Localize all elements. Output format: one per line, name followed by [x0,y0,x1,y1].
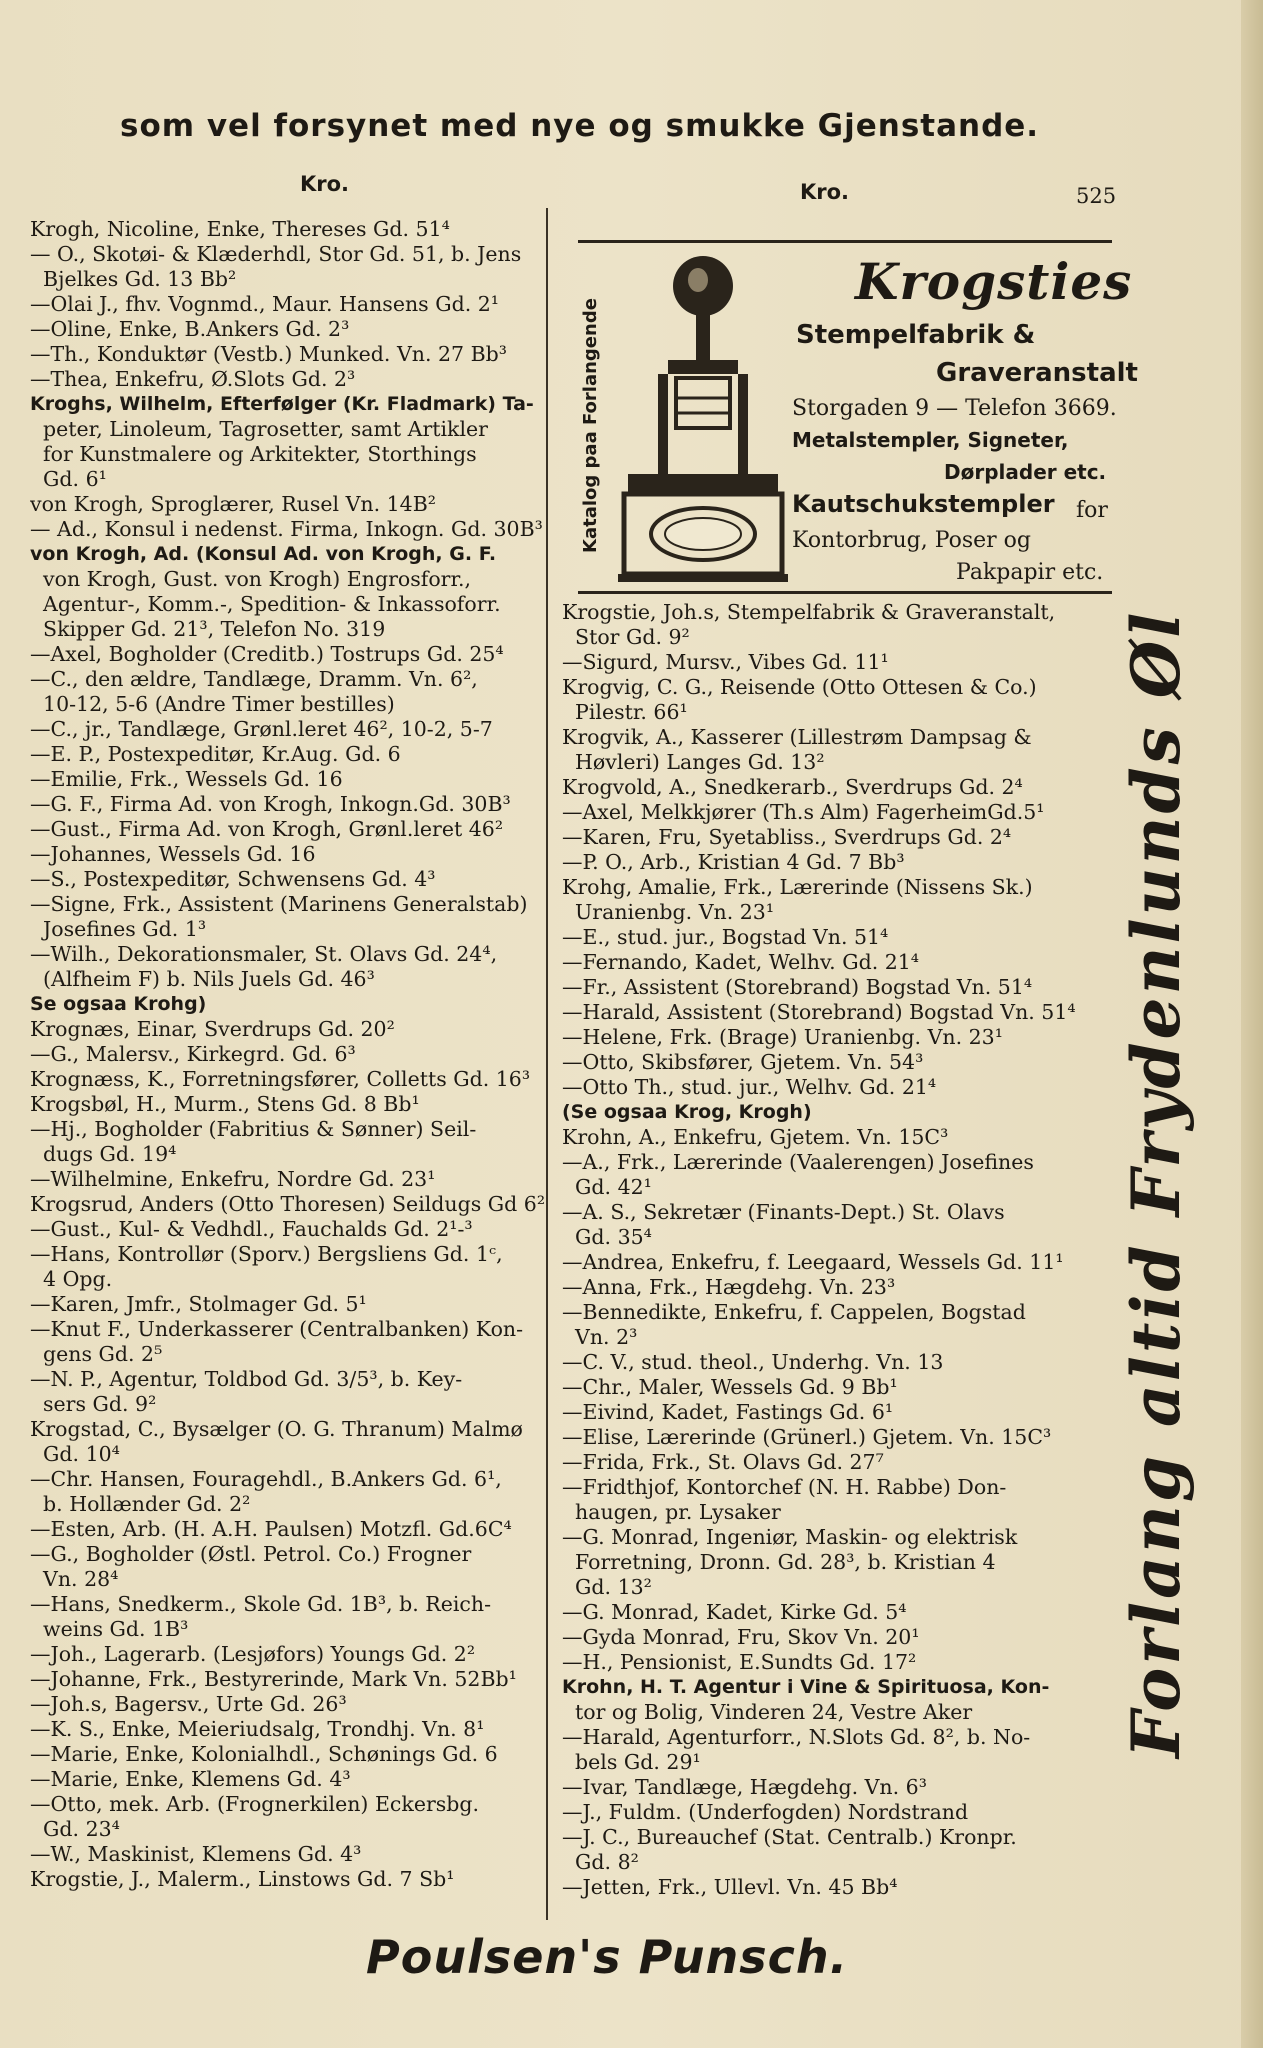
directory-entry: —Esten, Arb. (H. A.H. Paulsen) Motzfl. Gd.6C⁴ [30,1517,512,1541]
directory-entry: —Oline, Enke, B.Ankers Gd. 2³ [30,317,350,341]
catalog-vertical-text [578,275,608,555]
directory-entry: dugs Gd. 19⁴ [30,1142,177,1166]
ad-line-5: Dørplader etc. [944,460,1107,484]
directory-entry: —Karen, Fru, Syetabliss., Sverdrups Gd. 2⁴ [562,825,1012,849]
directory-entry: —Helene, Frk. (Brage) Uranienbg. Vn. 23¹ [562,1025,1003,1049]
directory-entry: weins Gd. 1B³ [30,1617,189,1641]
directory-entry: Krogstie, J., Malerm., Linstows Gd. 7 Sb¹ [30,1867,455,1891]
directory-entry: Krogsbøl, H., Murm., Stens Gd. 8 Bb¹ [30,1092,420,1116]
directory-entry: Høvleri) Langes Gd. 13² [562,750,825,774]
directory-entry: —Hj., Bogholder (Fabritius & Sønner) Seil- [30,1117,477,1141]
directory-entry: —Andrea, Enkefru, f. Leegaard, Wessels Gd. 11¹ [562,1250,1064,1274]
directory-entry: —Otto Th., stud. jur., Welhv. Gd. 21⁴ [562,1075,937,1099]
directory-entry: —Fernando, Kadet, Welhv. Gd. 21⁴ [562,950,920,974]
directory-entry: Vn. 2³ [562,1325,638,1349]
right-column [562,600,1112,1900]
ad-title: Krogsties [855,252,1133,311]
directory-entry: b. Hollænder Gd. 2² [30,1492,251,1516]
directory-entry: Krohn, H. T. Agentur i Vine & Spirituosa, Kon- [562,1676,1050,1698]
directory-entry: —Hans, Snedkerm., Skole Gd. 1B³, b. Reich- [30,1592,491,1616]
directory-entry: —Gust., Firma Ad. von Krogh, Grønl.leret 46² [30,817,504,841]
directory-entry: —C., den ældre, Tandlæge, Dramm. Vn. 6², [30,667,478,691]
directory-entry: Krogvold, A., Snedkerarb., Sverdrups Gd. 2⁴ [562,775,1023,799]
directory-entry: —A. S., Sekretær (Finants-Dept.) St. Olavs [562,1200,1005,1224]
directory-entry: Vn. 28⁴ [30,1567,119,1591]
directory-entry: —Bennedikte, Enkefru, f. Cappelen, Bogstad [562,1300,1026,1324]
directory-entry: Krogsrud, Anders (Otto Thoresen) Seildugs Gd 6² [30,1192,546,1216]
directory-entry: —A., Frk., Lærerinde (Vaalerengen) Josefines [562,1150,1034,1174]
directory-entry: 4 Opg. [30,1267,113,1291]
directory-entry: —P. O., Arb., Kristian 4 Gd. 7 Bb³ [562,850,905,874]
directory-entry: —Eivind, Kadet, Fastings Gd. 6¹ [562,1400,894,1424]
directory-entry: —Wilhelmine, Enkefru, Nordre Gd. 23¹ [30,1167,436,1191]
directory-entry: —Anna, Frk., Hægdehg. Vn. 23³ [562,1275,896,1299]
directory-entry: —Chr., Maler, Wessels Gd. 9 Bb¹ [562,1375,898,1399]
directory-entry: —G., Bogholder (Østl. Petrol. Co.) Frogner [30,1542,472,1566]
directory-entry: —Jetten, Frk., Ullevl. Vn. 45 Bb⁴ [562,1875,898,1899]
directory-entry: —S., Postexpeditør, Schwensens Gd. 4³ [30,867,436,891]
directory-entry: —G. Monrad, Ingeniør, Maskin- og elektrisk [562,1525,1018,1549]
rubber-stamp-icon [618,248,788,583]
directory-entry: —E. P., Postexpeditør, Kr.Aug. Gd. 6 [30,742,401,766]
ad-line-8: Pakpapir etc. [956,560,1104,585]
side-advertisement-text: Forlang altid Frydenlunds Øl [1117,609,1195,1758]
directory-entry: (Se ogsaa Krog, Krogh) [562,1101,812,1123]
directory-entry: —Gyda Monrad, Fru, Skov Vn. 20¹ [562,1625,920,1649]
directory-entry: —Gust., Kul- & Vedhdl., Fauchalds Gd. 2¹-³ [30,1217,473,1241]
directory-entry: —G. F., Firma Ad. von Krogh, Inkogn.Gd. 30B³ [30,792,511,816]
directory-entry: —Axel, Melkkjører (Th.s Alm) FagerheimGd.5¹ [562,800,1045,824]
directory-entry: Gd. 42¹ [562,1175,652,1199]
directory-entry: Krogstad, C., Bysælger (O. G. Thranum) Malmø [30,1417,523,1441]
directory-entry: von Krogh, Sproglærer, Rusel Vn. 14B² [30,492,436,516]
directory-entry: haugen, pr. Lysaker [562,1500,781,1524]
directory-entry: Krogstie, Joh.s, Stempelfabrik & Graveranstalt, [562,600,1056,624]
ad-line-7: Kontorbrug, Poser og [792,528,1032,553]
directory-entry: Krognæs, Einar, Sverdrups Gd. 20² [30,1017,395,1041]
directory-entry: Gd. 35⁴ [562,1225,652,1249]
directory-entry: —Harald, Assistent (Storebrand) Bogstad Vn. 51⁴ [562,1000,1076,1024]
directory-entry: —Joh., Lagerarb. (Lesjøfors) Youngs Gd. 2² [30,1642,476,1666]
directory-entry: —Karen, Jmfr., Stolmager Gd. 5¹ [30,1292,367,1316]
directory-entry: —Joh.s, Bagersv., Urte Gd. 26³ [30,1692,347,1716]
side-advertisement [1108,518,1195,1758]
column-heading-right: Kro. [800,180,850,204]
directory-entry: —K. S., Enke, Meieriudsalg, Trondhj. Vn. 8¹ [30,1717,485,1741]
directory-entry: Forretning, Dronn. Gd. 28³, b. Kristian 4 [562,1550,996,1574]
directory-entry: —Marie, Enke, Klemens Gd. 4³ [30,1767,351,1791]
directory-entry: —G. Monrad, Kadet, Kirke Gd. 5⁴ [562,1600,907,1624]
directory-entry: —C., jr., Tandlæge, Grønl.leret 46², 10-2, 5-7 [30,717,493,741]
directory-entry: Se ogsaa Krohg) [30,993,207,1015]
directory-entry: —Th., Konduktør (Vestb.) Munked. Vn. 27 Bb³ [30,342,507,366]
column-heading-left: Kro. [300,172,350,196]
directory-entry: —Axel, Bogholder (Creditb.) Tostrups Gd. 25⁴ [30,642,504,666]
directory-entry: Kroghs, Wilhelm, Efterfølger (Kr. Fladmark) Ta- [30,393,534,415]
directory-entry: —Emilie, Frk., Wessels Gd. 16 [30,767,343,791]
ad-line-4: Metalstempler, Signeter, [792,428,1069,452]
ad-line-1: Stempelfabrik & [796,320,1036,350]
directory-entry: —Olai J., fhv. Vognmd., Maur. Hansens Gd. 2¹ [30,292,499,316]
left-column [30,217,570,1892]
directory-entry: —W., Maskinist, Klemens Gd. 4³ [30,1842,362,1866]
ad-line-2: Graveranstalt [936,358,1138,388]
directory-entry: —Ivar, Tandlæge, Hægdehg. Vn. 6³ [562,1775,927,1799]
directory-entry: bels Gd. 29¹ [562,1750,701,1774]
directory-entry: —N. P., Agentur, Toldbod Gd. 3/5³, b. Key- [30,1367,463,1391]
directory-entry: —Johanne, Frk., Bestyrerinde, Mark Vn. 52Bb¹ [30,1667,517,1691]
directory-entry: Krogh, Nicoline, Enke, Thereses Gd. 51⁴ [30,217,450,241]
directory-entry: Bjelkes Gd. 13 Bb² [30,267,237,291]
directory-entry: Gd. 13² [562,1575,652,1599]
directory-entry: Gd. 6¹ [30,467,107,491]
directory-entry: von Krogh, Gust. von Krogh) Engrosforr., [30,567,472,591]
directory-entry: — O., Skotøi- & Klæderhdl, Stor Gd. 51, b. Jens [30,242,522,266]
directory-entry: Uranienbg. Vn. 23¹ [562,900,775,924]
directory-entry: gens Gd. 2⁵ [30,1342,163,1366]
directory-entry: (Alfheim F) b. Nils Juels Gd. 46³ [30,967,375,991]
directory-entry: for Kunstmalere og Arkitekter, Storthings [30,442,477,466]
directory-entry: Pilestr. 66¹ [562,700,688,724]
directory-entry: Krogvik, A., Kasserer (Lillestrøm Dampsag & [562,725,1032,749]
page-edge [1241,0,1263,2048]
directory-entry: —Sigurd, Mursv., Vibes Gd. 11¹ [562,650,889,674]
directory-entry: Krogvig, C. G., Reisende (Otto Ottesen & Co.) [562,675,1037,699]
directory-entry: Krognæss, K., Forretningsfører, Colletts Gd. 16³ [30,1067,531,1091]
bottom-advertisement: Poulsen's Punsch. [366,1930,849,1984]
directory-entry: — Ad., Konsul i nedenst. Firma, Inkogn. Gd. 30B³ [30,517,543,541]
ad-line-6: Kautschukstempler [792,490,1055,518]
directory-entry: tor og Bolig, Vinderen 24, Vestre Aker [562,1700,973,1724]
directory-entry: —Marie, Enke, Kolonialhdl., Schønings Gd. 6 [30,1742,498,1766]
ad-line-6-for: for [1076,498,1108,523]
directory-entry: —H., Pensionist, E.Sundts Gd. 17² [562,1650,917,1674]
catalog-vertical-label: Katalog paa Forlangende [580,298,601,553]
directory-entry: Agentur-, Komm.-, Spedition- & Inkassoforr. [30,592,501,616]
directory-entry: Stor Gd. 9² [562,625,690,649]
page-number: 525 [1076,184,1117,208]
directory-entry: —E., stud. jur., Bogstad Vn. 51⁴ [562,925,889,949]
directory-entry: —Elise, Lærerinde (Grünerl.) Gjetem. Vn. 15C³ [562,1425,1052,1449]
ad-line-3: Storgaden 9 — Telefon 3669. [792,396,1117,421]
directory-entry: —Knut F., Underkasserer (Centralbanken) Kon- [30,1317,524,1341]
directory-entry: —Wilh., Dekorationsmaler, St. Olavs Gd. 24⁴, [30,942,498,966]
directory-entry: —Harald, Agenturforr., N.Slots Gd. 8², b. No- [562,1725,1031,1749]
directory-entry: —Fridthjof, Kontorchef (N. H. Rabbe) Don- [562,1475,1007,1499]
directory-entry: peter, Linoleum, Tagrosetter, samt Artikler [30,417,488,441]
directory-entry: von Krogh, Ad. (Konsul Ad. von Krogh, G. F. [30,543,497,565]
directory-entry: Skipper Gd. 21³, Telefon No. 319 [30,617,386,641]
directory-entry: —Thea, Enkefru, Ø.Slots Gd. 2³ [30,367,356,391]
directory-entry: Krohn, A., Enkefru, Gjetem. Vn. 15C³ [562,1125,949,1149]
directory-entry: Krohg, Amalie, Frk., Lærerinde (Nissens Sk.) [562,875,1033,899]
directory-entry: —Otto, Skibsfører, Gjetem. Vn. 54³ [562,1050,924,1074]
directory-entry: —G., Malersv., Kirkegrd. Gd. 6³ [30,1042,356,1066]
directory-entry: —Hans, Kontrollør (Sporv.) Bergsliens Gd. 1ᶜ, [30,1242,503,1266]
directory-entry: —J. C., Bureauchef (Stat. Centralb.) Kronpr. [562,1825,1017,1849]
directory-entry: —C. V., stud. theol., Underhg. Vn. 13 [562,1350,944,1374]
directory-entry: —Signe, Frk., Assistent (Marinens Generalstab) [30,892,528,916]
directory-entry: —Otto, mek. Arb. (Frognerkilen) Eckersbg. [30,1792,480,1816]
directory-entry: —J., Fuldm. (Underfogden) Nordstrand [562,1800,969,1824]
directory-entry: —Johannes, Wessels Gd. 16 [30,842,316,866]
directory-entry: Josefines Gd. 1³ [30,917,207,941]
directory-entry: Gd. 10⁴ [30,1442,120,1466]
directory-entry: Gd. 23⁴ [30,1817,120,1841]
directory-entry: —Chr. Hansen, Fouragehdl., B.Ankers Gd. 6¹, [30,1467,502,1491]
top-advertisement: som vel forsynet med nye og smukke Gjenstande. [120,108,1040,144]
directory-entry: 10-12, 5-6 (Andre Timer bestilles) [30,692,395,716]
directory-entry: sers Gd. 9² [30,1392,157,1416]
directory-entry: —Fr., Assistent (Storebrand) Bogstad Vn. 51⁴ [562,975,1033,999]
directory-entry: —Frida, Frk., St. Olavs Gd. 27⁷ [562,1450,884,1474]
directory-entry: Gd. 8² [562,1850,639,1874]
